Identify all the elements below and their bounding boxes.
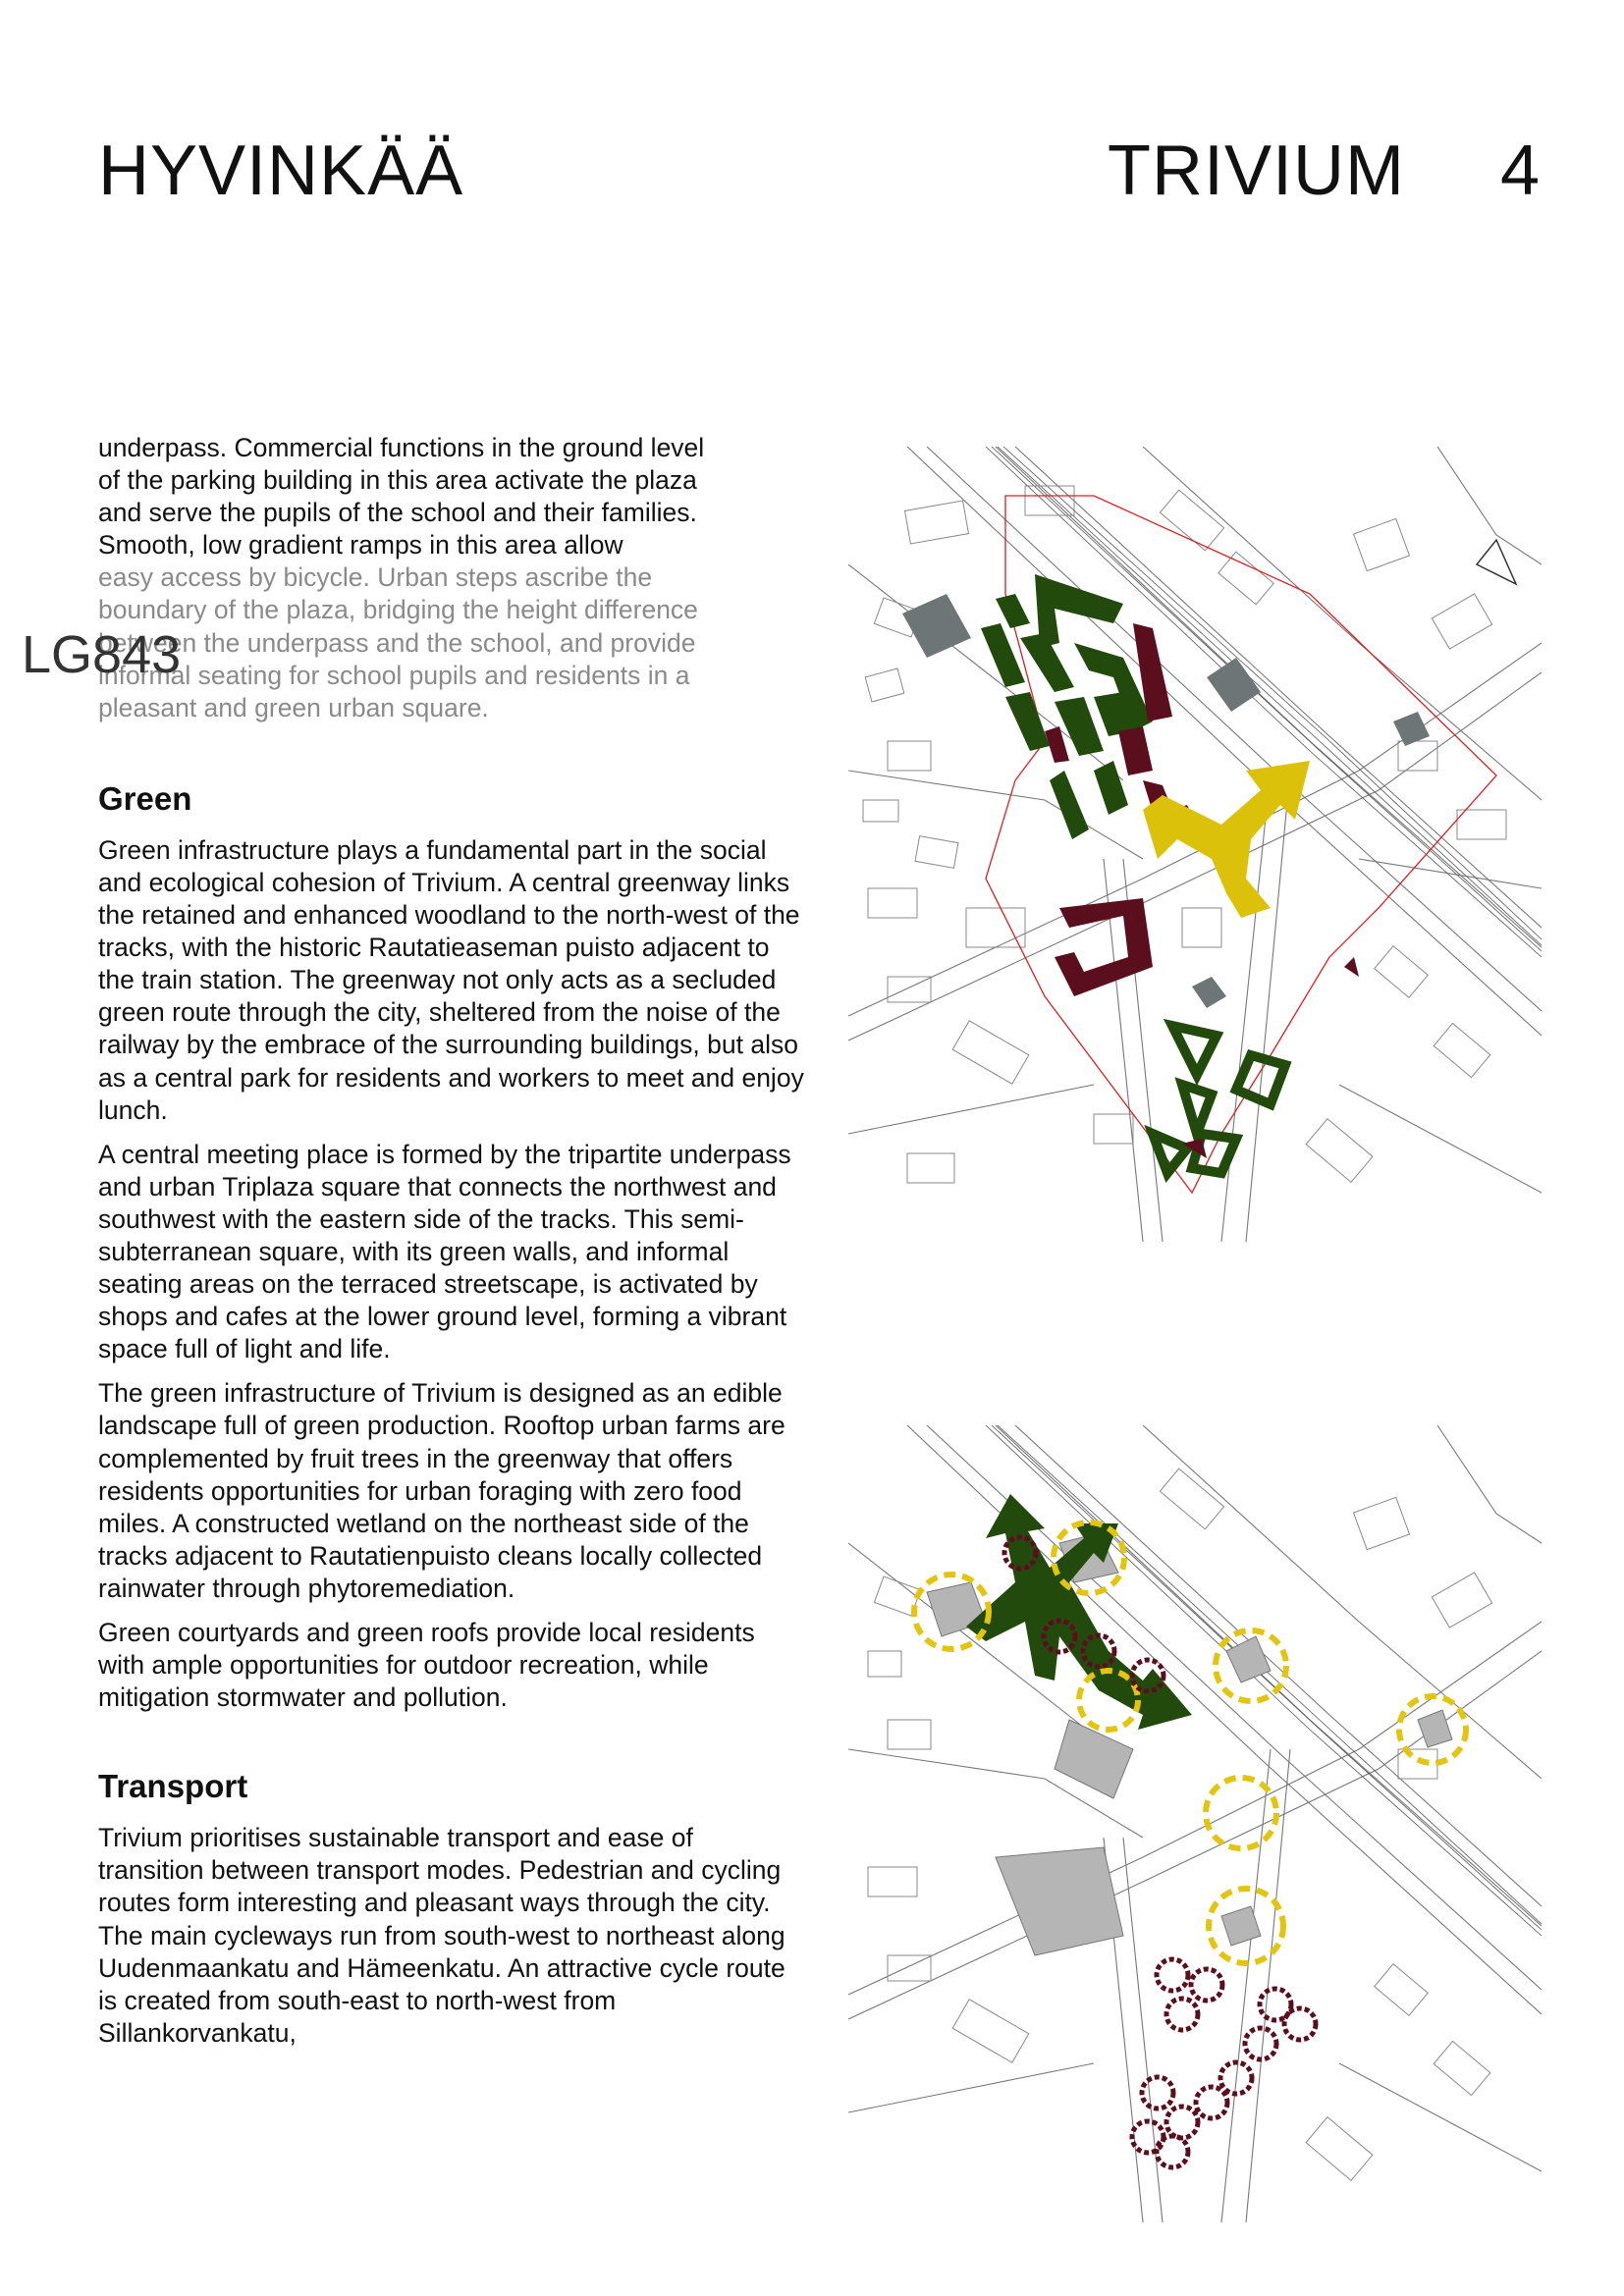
masterplan-map-drawing [848,447,1542,1242]
intro-line: informal seating for school pupils and residents in a [98,660,690,690]
header-right-title: TRIVIUM [1108,132,1405,210]
intro-paragraph [98,432,805,724]
intro-line: between the underpass and the school, and provide [98,627,696,658]
green-infrastructure-map [848,1425,1542,2222]
masterplan-map [848,447,1542,1242]
intro-line: easy access by bicycle. Urban steps ascribe the [98,562,653,593]
green-infrastructure-map-drawing [848,1425,1542,2222]
intro-line: of the parking building in this area activate the plaza [98,465,697,496]
text-column [98,432,805,2061]
intro-line: boundary of the plaza, bridging the height difference [98,595,698,625]
document-code: LG843 [22,625,182,684]
intro-line: underpass. Commercial functions in the ground level [98,433,705,462]
header-left-title: HYVINKÄÄ [98,132,464,210]
green-paragraph: The green infrastructure of Trivium is designed as an edible landscape full of green production. Rooftop urban farms are complemented by fruit trees in the greenway that offers residents opportunities for urban foraging with zero food miles. A constructed wetland on the northeast side of the tracks adjacent to Rautatienpuisto cleans locally collected rainwater through phytoremediation. [98,1378,785,1603]
green-paragraph: Green infrastructure plays a fundamental part in the social and ecological cohesion of Trivium. A central greenway links the retained and enhanced woodland to the north-west of the tracks, with the historic Rautatieaseman puisto adjacent to the train station. The greenway not only acts as a secluded green route through the city, sheltered from the noise of the railway by the embrace of the surrounding buildings, but also as a central park for residents and workers to meet and enjoy lunch. [98,834,804,1125]
section-heading-transport: Transport [98,1768,248,1805]
green-paragraph: A central meeting place is formed by the tripartite underpass and urban Triplaza square that connects the northwest and southwest with the eastern side of the tracks. This semi-subterranean square, with its green walls, and informal seating areas on the terraced streetscape, is activated by shops and cafes at the lower ground level, forming a vibrant space full of light and life. [98,1139,791,1364]
intro-line: and serve the pupils of the school and their families. [98,498,697,528]
intro-line: pleasant and green urban square. [98,692,489,722]
transport-paragraph: Trivium prioritises sustainable transport and ease of transition between transport modes. Pedestrian and cycling routes form interesting and pleasant ways through the city. The main cycleways run from south-west to northeast along Uudenmaankatu and Hämeenkatu. An attractive cycle route is created from south-east to north-west from Sillankorvankatu, [98,1823,785,2048]
green-paragraph: Green courtyards and green roofs provide local residents with ample opportunities for outdoor recreation, while mitigation stormwater and pollution. [98,1618,755,1713]
intro-line: Smooth, low gradient ramps in this area allow [98,530,623,561]
page-number: 4 [1500,132,1542,210]
section-heading-green: Green [98,779,192,817]
